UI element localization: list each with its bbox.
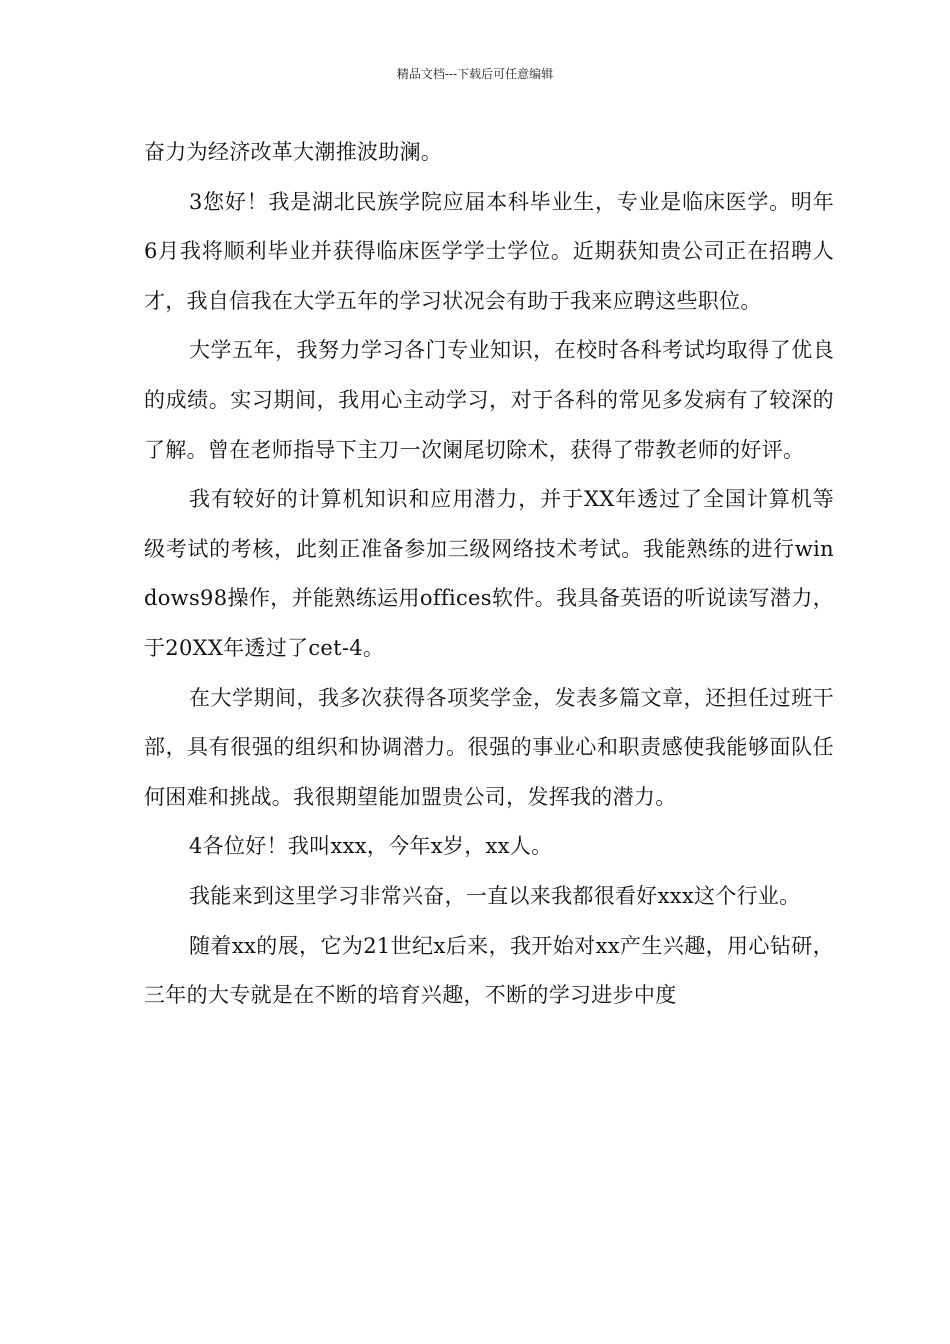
- paragraph-3: 大学五年，我努力学习各门专业知识，在校时各科考试均取得了优良的成绩。实习期间，我用心主动学习，对于各科的常见多发病有了较深的了解。曾在老师指导下主刀一次阑尾切除术，获得了带教老师的好评。: [144, 338, 834, 462]
- paragraph-1: 奋力为经济改革大潮推波助澜。: [144, 140, 443, 164]
- paragraph-6: 4各位好！我叫xxx，今年x岁，xx人。: [189, 834, 553, 859]
- page-header: 精品文档---下载后可任意编辑: [396, 67, 554, 81]
- paragraph-2: 3您好！我是湖北民族学院应届本科毕业生，专业是临床医学。明年6月我将顺利毕业并获得临床医学学士学位。近期获知贵公司正在招聘人才，我自信我在大学五年的学习状况会有助于我来应聘这些职位。: [144, 189, 834, 313]
- paragraph-8: 随着xx的展，它为21世纪x后来，我开始对xx产生兴趣，用心钻研，三年的大专就是在不断的培育兴趣，不断的学习进步中度: [144, 933, 834, 1008]
- paragraph-4: 我有较好的计算机知识和应用潜力，并于XX年透过了全国计算机等级考试的考核，此刻正准备参加三级网络技术考试。我能熟练的进行windows98操作，并能熟练运用offices软件。我具备英语的听说读写潜力，于20XX年透过了cet-4。: [144, 487, 834, 660]
- paragraph-5: 在大学期间，我多次获得各项奖学金，发表多篇文章，还担任过班干部，具有很强的组织和协调潜力。很强的事业心和职责感使我能够面队任何困难和挑战。我很期望能加盟贵公司，发挥我的潜力。: [144, 685, 834, 809]
- document-body: [144, 128, 834, 1021]
- paragraph-7: 我能来到这里学习非常兴奋，一直以来我都很看好xxx这个行业。: [189, 883, 801, 908]
